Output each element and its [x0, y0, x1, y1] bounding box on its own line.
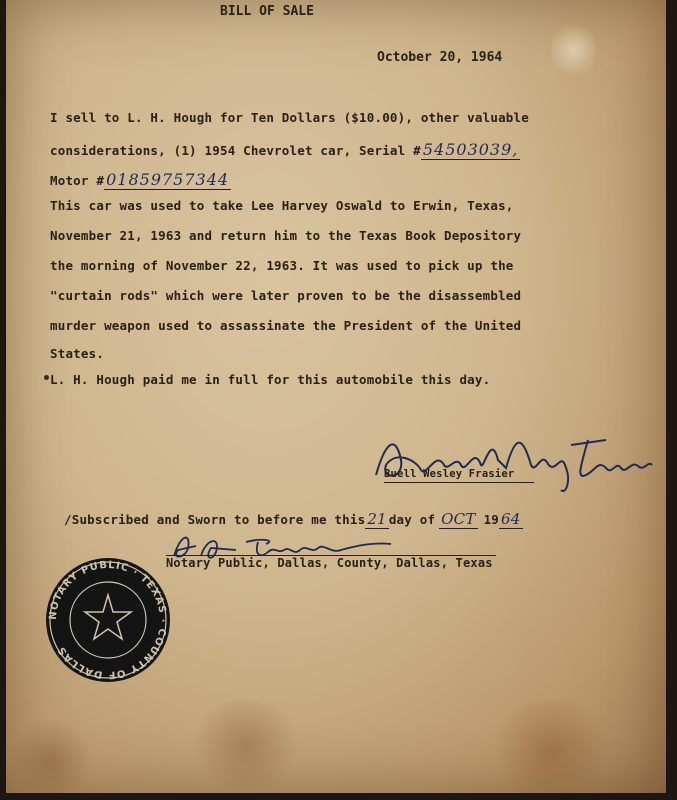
seal-text: NOTARY PUBLIC · TEXAS · COUNTY OF DALLAS [47, 559, 169, 681]
notary-title: Notary Public, Dallas, County, Dallas, Texas [166, 556, 493, 570]
motor-prefix: Motor # [50, 173, 105, 188]
serial-line [50, 140, 520, 160]
body-line: "curtain rods" which were later proven to be the disassembled [50, 288, 522, 303]
signer-printed-name: Buell Wesley Frasier [384, 468, 515, 480]
sworn-year-handwritten: 64 [501, 510, 521, 528]
motor-line [50, 170, 231, 190]
sworn-month-handwritten: OCT [441, 510, 476, 528]
signature-rule [384, 482, 534, 483]
body-line: This car was used to take Lee Harvey Oswald to Erwin, Texas, [50, 198, 514, 213]
notary-seal [28, 540, 188, 700]
sworn-day-handwritten: 21 [367, 510, 387, 528]
sworn-mid: day of [388, 512, 436, 527]
water-stain [486, 700, 616, 793]
payment-line: L. H. Hough paid me in full for this automobile this day. [50, 372, 491, 387]
serial-number-handwritten: 54503039, [422, 140, 519, 159]
body-line: the morning of November 22, 1963. It was used to pick up the [50, 258, 514, 273]
ink-mark [44, 375, 49, 380]
serial-prefix: considerations, (1) 1954 Chevrolet car, Serial # [50, 143, 421, 158]
paper-damage [551, 20, 596, 80]
text-line: I sell to L. H. Hough for Ten Dollars ($10.00), other valuable [50, 110, 529, 125]
body-line: murder weapon used to assassinate the President of the United [50, 318, 522, 333]
motor-number-handwritten: 01859757344 [106, 170, 230, 189]
sworn-prefix: /Subscribed and Sworn to before me this [64, 512, 366, 527]
sworn-year-prefix: 19 [483, 512, 500, 527]
water-stain [6, 720, 96, 793]
signature-frazier [366, 420, 656, 500]
document-title: BILL OF SALE [220, 4, 314, 19]
document-date: October 20, 1964 [377, 50, 503, 65]
body-line: November 21, 1963 and return him to the Texas Book Depository [50, 228, 522, 243]
body-line: States. [50, 346, 105, 361]
sworn-line [64, 510, 523, 529]
water-stain [186, 700, 306, 790]
bill-of-sale-paper [6, 0, 666, 793]
